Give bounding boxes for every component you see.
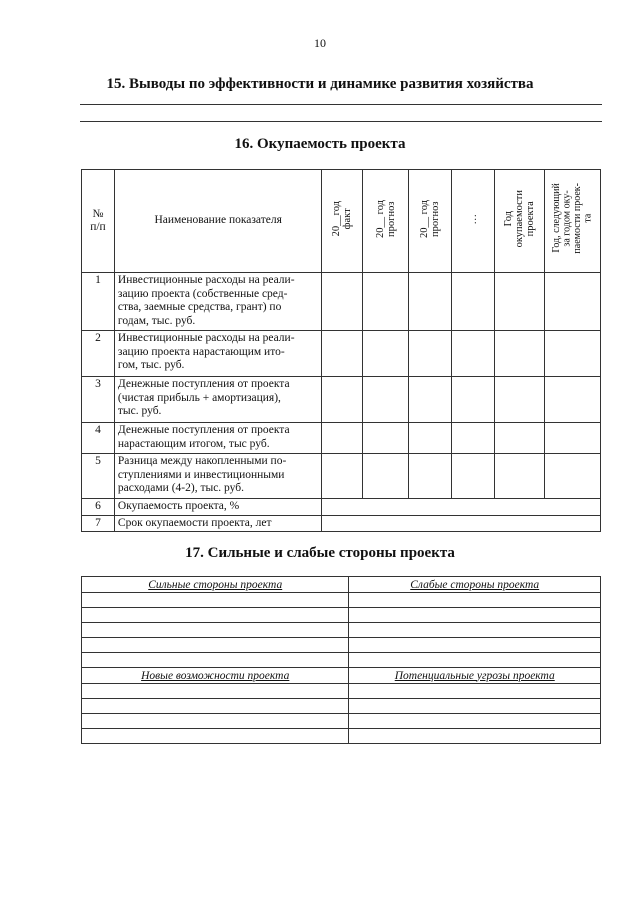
data-cell[interactable] [363,454,409,499]
data-cell[interactable] [545,423,601,454]
swot-cell[interactable] [82,653,349,668]
row-label: Денежные поступления от проекта (чистая прибыль + амортизация), тыс. руб. [114,377,322,423]
data-cell[interactable] [363,273,409,331]
data-cell[interactable] [409,273,452,331]
table-row [82,423,601,454]
header-col-5: Год окупаемости проекта [495,170,545,273]
data-cell[interactable] [452,331,495,377]
header-row [82,170,601,273]
threats-header: Потенциальные угрозы проекта [349,668,601,684]
swot-row [82,638,601,653]
data-cell[interactable] [322,377,363,423]
data-cell[interactable] [452,454,495,499]
data-cell[interactable] [495,331,545,377]
swot-cell[interactable] [82,593,349,608]
strengths-header: Сильные стороны проекта [82,577,349,593]
row-label: Срок окупаемости проекта, лет [114,515,322,532]
swot-row [82,623,601,638]
header-col-1: 20__год факт [322,170,363,273]
data-cell[interactable] [545,454,601,499]
swot-cell[interactable] [82,608,349,623]
row-label: Денежные поступления от проекта нарастающим итогом, тыс руб. [114,423,322,454]
row-number: 4 [82,423,115,454]
data-cell[interactable] [322,454,363,499]
swot-row [82,608,601,623]
data-cell[interactable] [495,423,545,454]
swot-cell[interactable] [82,684,349,699]
swot-cell[interactable] [82,699,349,714]
data-cell[interactable] [452,423,495,454]
page-number: 10 [314,36,326,50]
data-cell[interactable] [322,423,363,454]
row-number: 7 [82,515,115,532]
swot-row [82,653,601,668]
data-cell[interactable] [363,423,409,454]
row-number: 5 [82,454,115,499]
swot-cell[interactable] [349,608,601,623]
conclusion-line-2 [80,121,602,122]
row-label: Окупаемость проекта, % [114,499,322,516]
row-number: 6 [82,499,115,516]
weaknesses-header: Слабые стороны проекта [349,577,601,593]
data-cell[interactable] [409,331,452,377]
table-row [82,377,601,423]
table-row [82,273,601,331]
payback-table [81,169,601,532]
table-row [82,499,601,516]
data-cell[interactable] [452,273,495,331]
data-cell[interactable] [495,273,545,331]
swot-cell[interactable] [82,714,349,729]
data-cell[interactable] [409,423,452,454]
opportunities-header: Новые возможности проекта [82,668,349,684]
data-cell[interactable] [363,377,409,423]
swot-row [82,593,601,608]
data-cell[interactable] [363,331,409,377]
section-16-title: 16. Окупаемость проекта [234,136,406,152]
row-number: 3 [82,377,115,423]
swot-table [81,576,601,744]
swot-cell[interactable] [82,729,349,744]
header-name: Наименование показателя [114,170,322,273]
data-cell[interactable] [409,454,452,499]
row-number: 1 [82,273,115,331]
header-col-4: … [452,170,495,273]
header-col-6: Год, следующий за годом оку- паемости проек- та [545,170,601,273]
conclusion-line-1 [80,104,602,105]
row-label: Разница между накопленными по- ступлениями и инвестиционными расходами (4-2), тыс. руб. [114,454,322,499]
row-number: 2 [82,331,115,377]
header-num: № п/п [82,170,115,273]
data-cell[interactable] [545,273,601,331]
swot-row [82,729,601,744]
swot-cell[interactable] [82,623,349,638]
swot-cell[interactable] [349,699,601,714]
swot-cell[interactable] [349,653,601,668]
swot-cell[interactable] [82,638,349,653]
data-cell[interactable] [452,377,495,423]
swot-row [82,699,601,714]
data-cell[interactable] [495,454,545,499]
data-cell[interactable] [322,499,601,516]
data-cell[interactable] [545,331,601,377]
swot-cell[interactable] [349,684,601,699]
row-label: Инвестиционные расходы на реали- зацию проекта (собственные сред- ства, заемные средства, грант) по годам, тыс. руб. [114,273,322,331]
swot-row [82,684,601,699]
table-row [82,515,601,532]
table-row [82,454,601,499]
header-col-2: 20__ год прогноз [363,170,409,273]
data-cell[interactable] [322,273,363,331]
swot-row [82,714,601,729]
data-cell[interactable] [545,377,601,423]
data-cell[interactable] [495,377,545,423]
header-col-3: 20__ год прогноз [409,170,452,273]
row-label: Инвестиционные расходы на реали- зацию проекта нарастающим ито- гом, тыс. руб. [114,331,322,377]
data-cell[interactable] [322,331,363,377]
swot-cell[interactable] [349,638,601,653]
swot-cell[interactable] [349,729,601,744]
data-cell[interactable] [322,515,601,532]
swot-cell[interactable] [349,714,601,729]
swot-header-row [82,668,601,684]
section-15-title: 15. Выводы по эффективности и динамике развития хозяйства [106,76,534,92]
swot-cell[interactable] [349,593,601,608]
data-cell[interactable] [409,377,452,423]
table-row [82,331,601,377]
section-17-title: 17. Сильные и слабые стороны проекта [185,545,455,561]
swot-header-row [82,577,601,593]
swot-cell[interactable] [349,623,601,638]
